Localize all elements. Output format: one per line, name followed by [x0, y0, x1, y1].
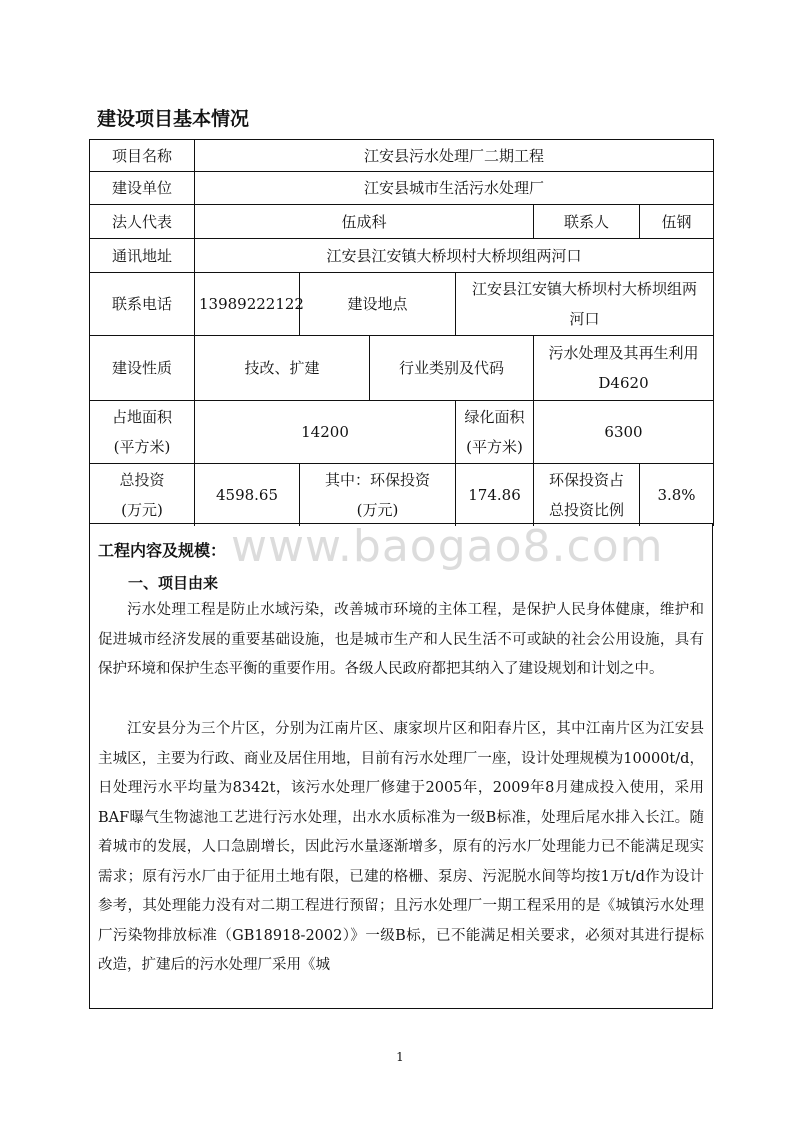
builder-value: 江安县城市生活污水处理厂 — [195, 172, 714, 205]
industry-value — [534, 336, 714, 401]
builder-label: 建设单位 — [90, 172, 195, 205]
industry-value-line1: 污水处理及其再生利用 — [548, 344, 699, 362]
invest-label-line2: (万元) — [121, 500, 163, 519]
site-value-line1: 江安县江安镇大桥坝村大桥坝组两 — [472, 280, 698, 298]
project-info-table — [89, 139, 714, 526]
env-invest-label — [300, 464, 456, 526]
ratio-label-line2: 总投资比例 — [548, 500, 624, 519]
site-value-line2: 河口 — [569, 310, 600, 328]
area-value: 14200 — [195, 401, 456, 464]
env-invest-value: 174.86 — [456, 464, 534, 526]
project-name-value: 江安县污水处理厂二期工程 — [195, 140, 714, 172]
invest-label — [90, 464, 195, 526]
green-value: 6300 — [534, 401, 714, 464]
nature-label: 建设性质 — [90, 336, 195, 401]
watermark: www.baogao8.com — [231, 521, 664, 572]
invest-value: 4598.65 — [195, 464, 300, 526]
ratio-label-line1: 环保投资占 — [548, 470, 624, 489]
page-title: 建设项目基本情况 — [97, 108, 250, 130]
sub-heading-project-origin: 一、项目由来 — [128, 574, 219, 592]
project-content-section — [89, 523, 713, 1009]
site-label: 建设地点 — [300, 273, 456, 336]
area-label — [90, 401, 195, 464]
industry-value-line2: D4620 — [598, 374, 649, 392]
page-number: 1 — [396, 1050, 404, 1064]
project-name-label: 项目名称 — [90, 140, 195, 172]
invest-label-line1: 总投资 — [119, 470, 165, 489]
legal-rep-value: 伍成科 — [195, 205, 534, 239]
nature-value: 技改、扩建 — [195, 336, 370, 401]
ratio-label — [534, 464, 640, 526]
ratio-value: 3.8% — [640, 464, 714, 526]
area-label-line1: 占地面积 — [111, 408, 172, 426]
env-invest-label-line2: (万元) — [356, 500, 399, 519]
phone-label: 联系电话 — [90, 273, 195, 336]
paragraph-2: 江安县分为三个片区，分别为江南片区、康家坝片区和阳春片区，其中江南片区为江安县主城区，主要为行政、商业及居住用地，目前有污水处理厂一座，设计处理规模为10000t/d，日处理污水平均量为8342t，该污水处理厂修建于2005年，2009年8月建成投入使用，采用BAF曝气生物滤池工艺进行污水处理，出水水质标准为一级B标准，处理后尾水排入长江。随着城市的发展，人口急剧增长，因此污水量逐渐增多，原有的污水厂处理能力已不能满足现实需求；原有污水厂由于征用土地有限，已建的格栅、泵房、污泥脱水间等均按1万t/d作为设计参考，其处理能力没有对二期工程进行预留；且污水处理厂一期工程采用的是《城镇污水处理厂污染物排放标准（GB18918-2002）》一级B标，已不能满足相关要求，必须对其进行提标改造，扩建后的污水处理厂采用《城 — [98, 721, 704, 973]
green-label — [456, 401, 534, 464]
phone-value: 13989222122 — [195, 273, 300, 336]
contact-value: 伍钢 — [640, 205, 714, 239]
area-label-line2: (平方米) — [113, 438, 171, 456]
green-label-line2: (平方米) — [466, 438, 523, 456]
industry-label: 行业类别及代码 — [370, 336, 534, 401]
content-heading: 工程内容及规模： — [98, 541, 227, 560]
legal-rep-label: 法人代表 — [90, 205, 195, 239]
green-label-line1: 绿化面积 — [464, 408, 525, 426]
paragraph-1: 污水处理工程是防止水域污染，改善城市环境的主体工程，是保护人民身体健康，维护和促进城市经济发展的重要基础设施，也是城市生产和人民生活不可或缺的社会公用设施，具有保护环境和保护生态平衡的重要作用。各级人民政府都把其纳入了建设规划和计划之中。 — [98, 602, 704, 677]
site-value — [456, 273, 714, 336]
address-value: 江安县江安镇大桥坝村大桥坝组两河口 — [195, 239, 714, 273]
address-label: 通讯地址 — [90, 239, 195, 273]
env-invest-label-line1: 其中：环保投资 — [324, 470, 430, 489]
contact-label: 联系人 — [534, 205, 640, 239]
